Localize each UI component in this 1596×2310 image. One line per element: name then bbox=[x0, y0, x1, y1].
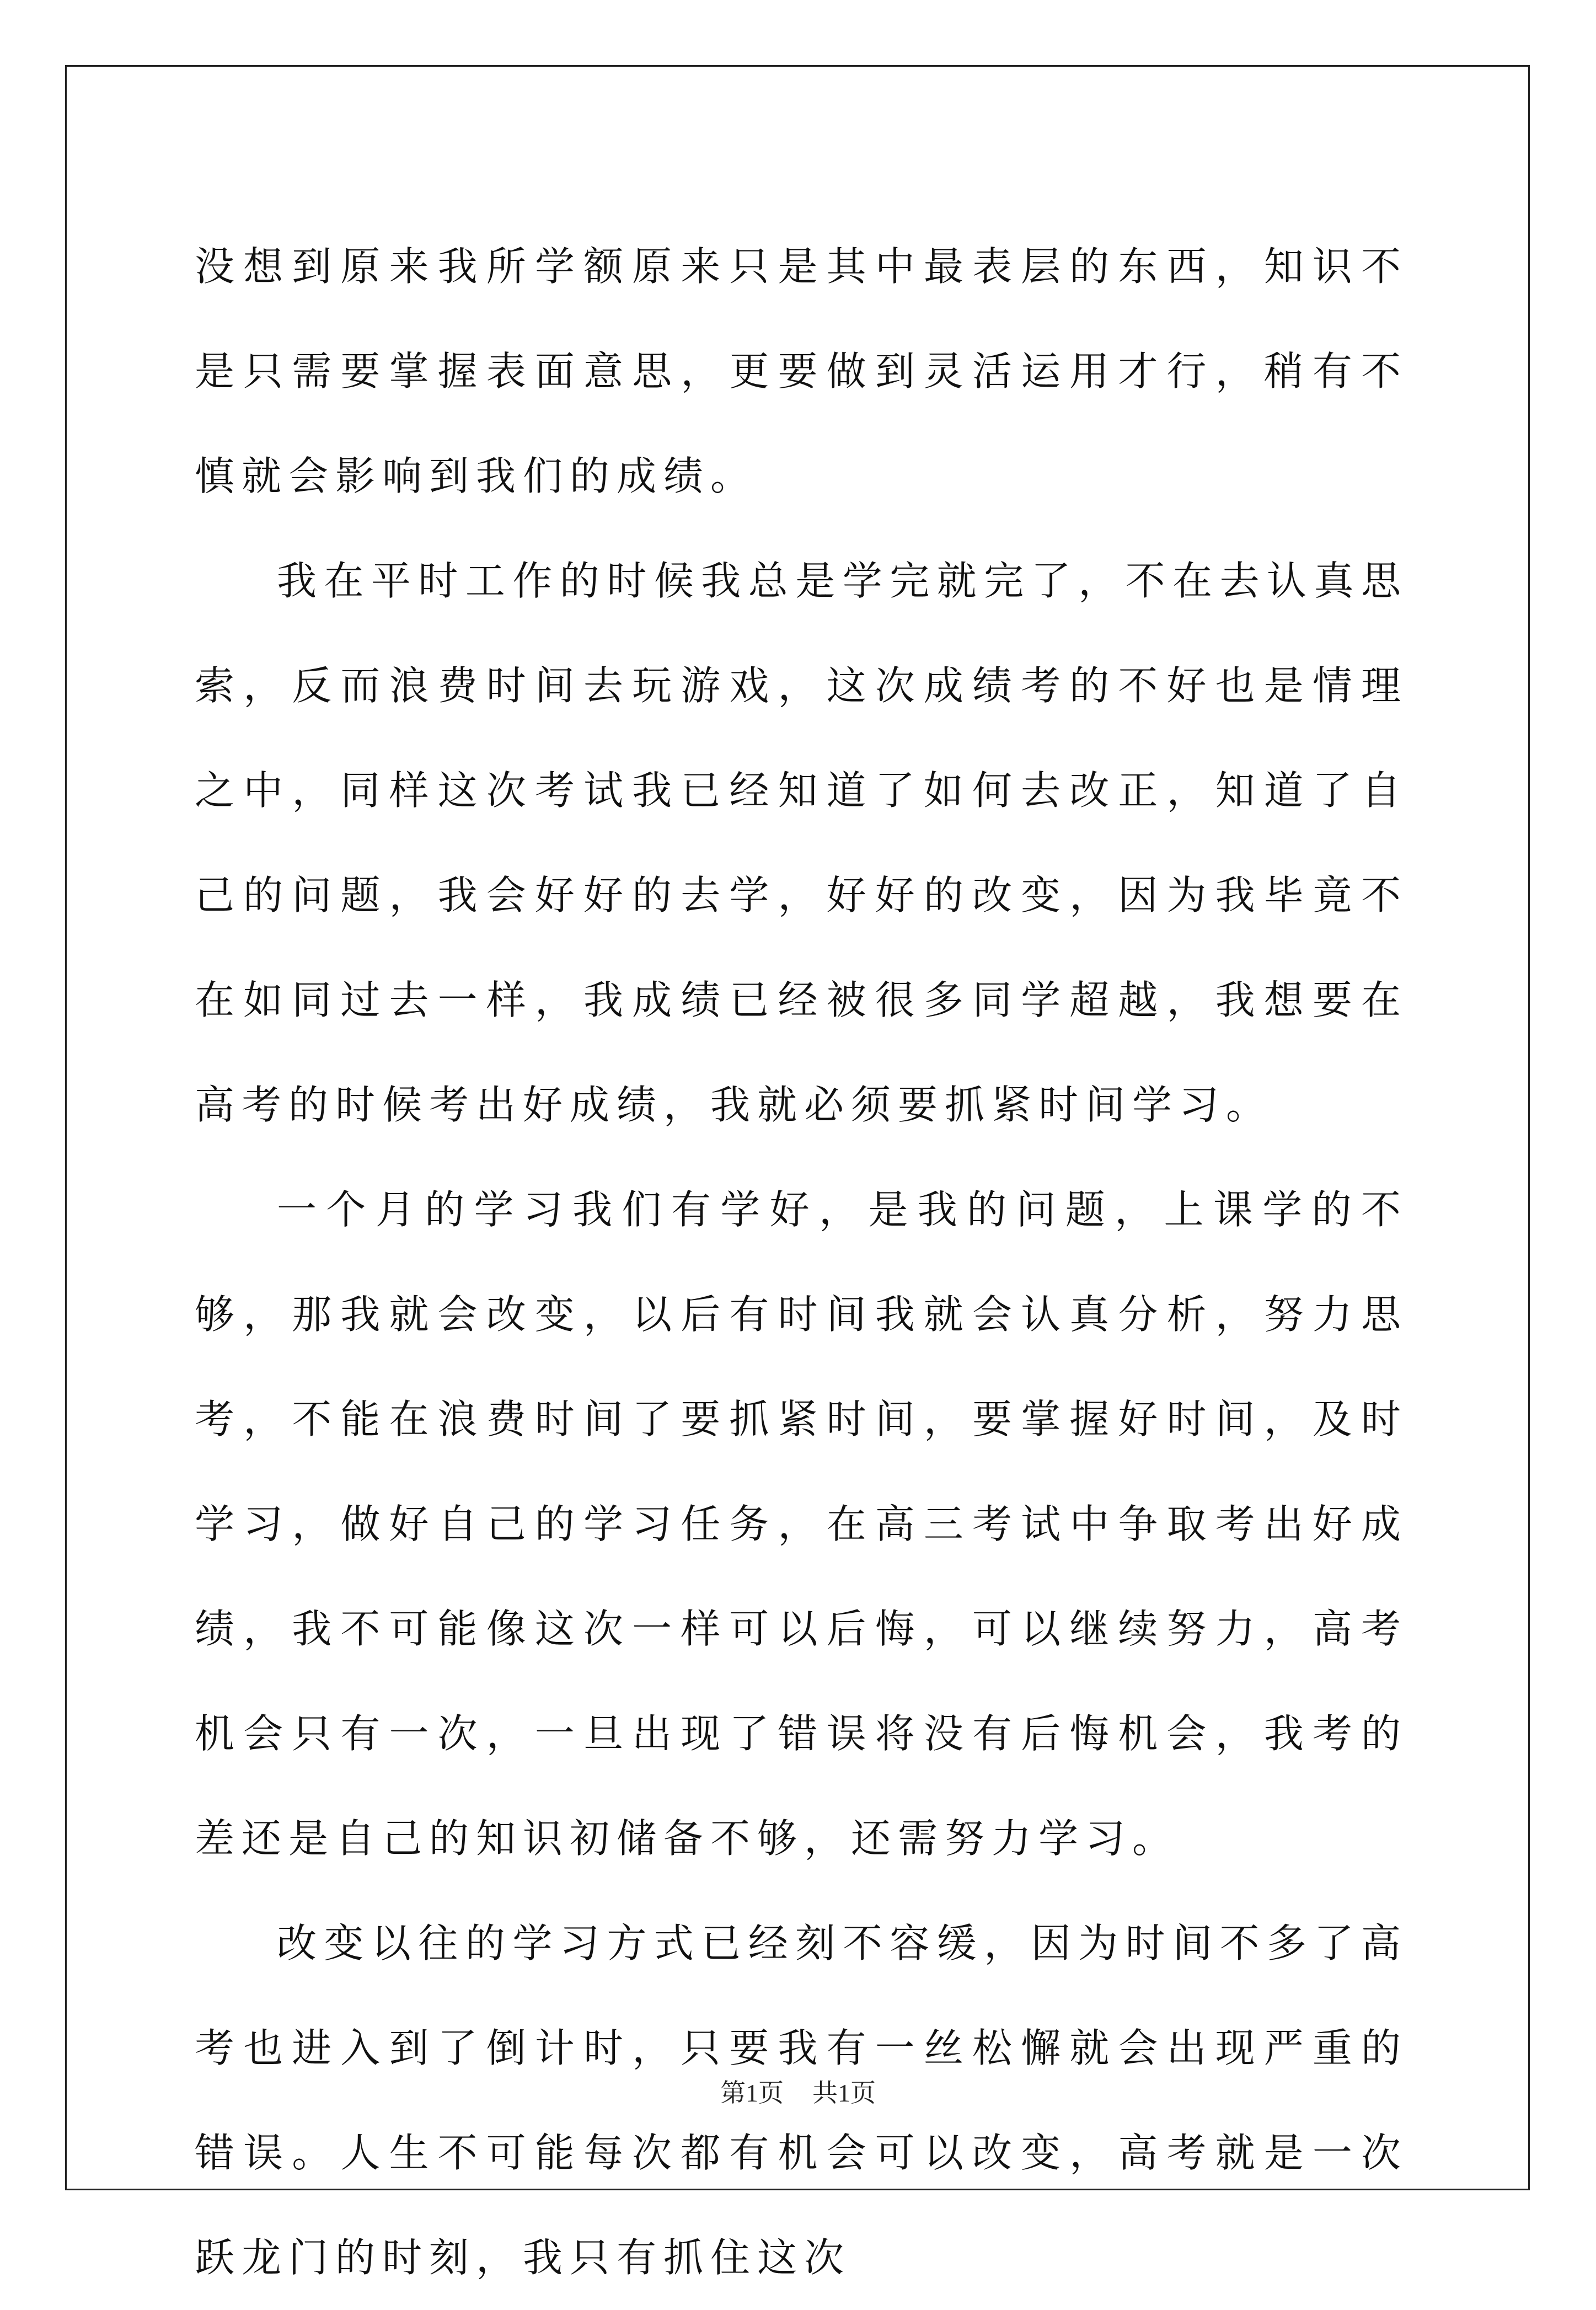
paragraph-4: 改变以往的学习方式已经刻不容缓，因为时间不多了高考也进入到了倒计时，只要我有一丝松懈就会出现严重的错误。人生不可能每次都有机会可以改变，高考就是一次跃龙门的时刻，我只有抓住这次 bbox=[195, 1920, 1408, 2281]
paragraph-1: 没想到原来我所学额原来只是其中最表层的东西，知识不是只需要掌握表面意思，更要做到灵活运用才行，稍有不慎就会影响到我们的成绩。 bbox=[195, 243, 1408, 499]
page-total: 共1页 bbox=[812, 2079, 876, 2107]
page-number: 第1页 bbox=[720, 2079, 784, 2107]
page-footer bbox=[0, 2077, 1596, 2110]
document-body bbox=[195, 214, 1408, 2310]
paragraph-2: 我在平时工作的时候我总是学完就完了，不在去认真思索，反而浪费时间去玩游戏，这次成绩考的不好也是情理之中，同样这次考试我已经知道了如何去改正，知道了自己的问题，我会好好的去学，好好的改变，因为我毕竟不在如同过去一样，我成绩已经被很多同学超越，我想要在高考的时候考出好成绩，我就必须要抓紧时间学习。 bbox=[195, 558, 1408, 1128]
paragraph-3: 一个月的学习我们有学好，是我的问题，上课学的不够，那我就会改变，以后有时间我就会认真分析，努力思考，不能在浪费时间了要抓紧时间，要掌握好时间，及时学习，做好自己的学习任务，在高三考试中争取考出好成绩，我不可能像这次一样可以后悔，可以继续努力，高考机会只有一次，一旦出现了错误将没有后悔机会，我考的差还是自己的知识初储备不够，还需努力学习。 bbox=[195, 1186, 1408, 1862]
